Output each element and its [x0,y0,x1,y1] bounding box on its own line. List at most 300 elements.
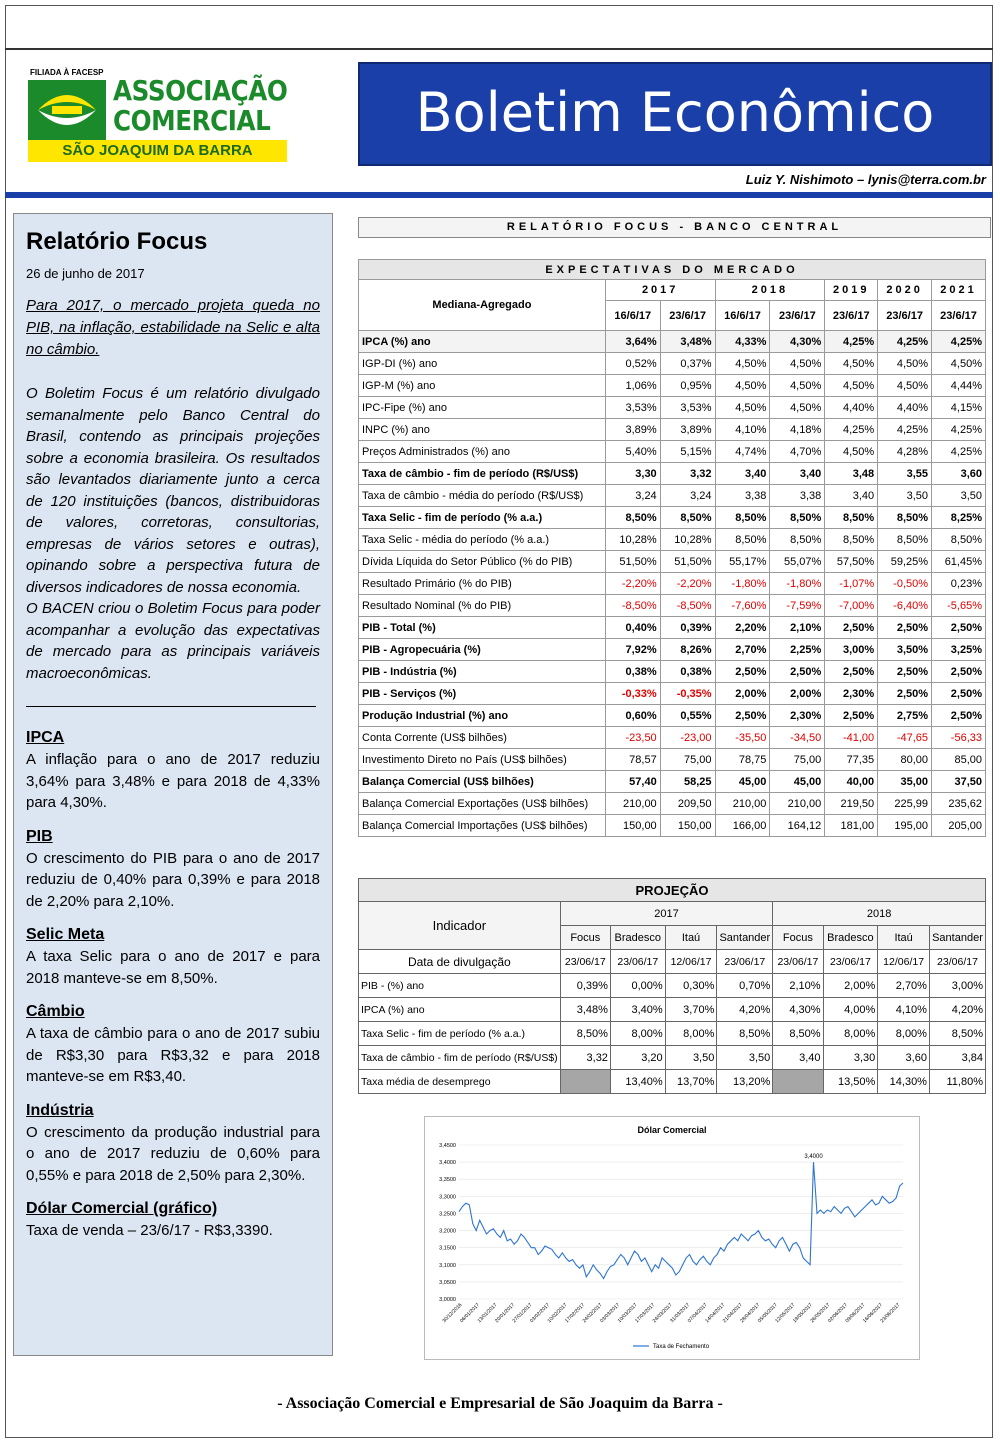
section-title: IPCA [26,729,65,746]
table-row [359,998,986,1022]
cell-value: 235,62 [932,793,986,815]
table-row [359,551,986,573]
cell-value: -1,07% [825,573,878,595]
cell-value: -7,59% [770,595,825,617]
cell-value: 2,25% [770,639,825,661]
cell-value: 2,50% [715,705,770,727]
cell-value: 4,28% [878,441,932,463]
cell-value [773,1070,823,1094]
cell-value: 4,25% [825,331,878,353]
cell-value: 3,55 [878,463,932,485]
cell-value: 4,33% [715,331,770,353]
row-label: Resultado Nominal (% do PIB) [359,595,606,617]
y-tick-label: 3,3500 [439,1177,456,1184]
row-label: INPC (%) ano [359,419,606,441]
cell-value: 4,50% [770,397,825,419]
cell-value: 8,50% [878,507,932,529]
x-tick-label: 31/03/2017 [669,1302,692,1325]
cell-value: 195,00 [878,815,932,837]
cell-value: 4,25% [932,419,986,441]
table-row [359,419,986,441]
cell-value: 3,24 [605,485,660,507]
section-text: O crescimento da produção industrial para o ano de 2017 reduziu de 0,60% para 0,55% e para 2018 de 2,50% para 2,30%. [26,1123,320,1184]
x-tick-label: 20/01/2017 [494,1302,516,1325]
y-tick-label: 3,4500 [439,1143,456,1149]
table-row [359,1046,986,1070]
cell-value: 3,00% [825,639,878,661]
cell-value: 4,25% [878,419,932,441]
table-row [359,974,986,998]
row-label: Balança Comercial (US$ bilhões) [359,771,606,793]
cell-value: -41,00 [825,727,878,749]
cell-value: 3,50% [878,639,932,661]
row-label: IGP-DI (%) ano [359,353,606,375]
cell-value: 4,50% [715,353,770,375]
y-tick-label: 3,2000 [439,1228,456,1235]
cell-value: 8,50% [560,1022,610,1046]
table-row [359,639,986,661]
table-row [359,353,986,375]
cell-value: 3,40 [773,1046,823,1070]
cell-value: -34,50 [770,727,825,749]
cell-value: 4,50% [825,441,878,463]
cell-value: 3,40% [610,998,665,1022]
cell-value: 150,00 [660,815,715,837]
cell-value: 3,32 [560,1046,610,1070]
cell-value: 8,50% [770,529,825,551]
lead-paragraph: Para 2017, o mercado projeta queda no PIB, na inflação, estabilidade na Selic e alta no câmbio. [26,297,320,358]
section-industria [26,1102,320,1187]
table-row [359,375,986,397]
cell-value: 3,48% [660,331,715,353]
cell-value: 4,74% [715,441,770,463]
cell-value: 2,50% [715,661,770,683]
cell-value: 0,23% [932,573,986,595]
table-row [359,1022,986,1046]
cell-value: 8,50% [932,529,986,551]
source-header: Santander [929,926,985,950]
cell-value: 58,25 [660,771,715,793]
cell-value: 8,00% [823,1022,878,1046]
cell-value: 13,70% [665,1070,717,1094]
cell-value: 3,48 [825,463,878,485]
cell-value: 166,00 [715,815,770,837]
row-label: IGP-M (%) ano [359,375,606,397]
row-label: PIB - (%) ano [359,974,561,998]
year-header: 2021 [932,280,986,301]
cell-value: 3,89% [605,419,660,441]
chart-title: Dólar Comercial [637,1125,707,1135]
release-date: 12/06/17 [665,950,717,974]
cell-value: 5,15% [660,441,715,463]
cell-value: 8,50% [773,1022,823,1046]
cell-value: 3,40 [770,463,825,485]
date-header: 23/6/17 [878,301,932,331]
cell-value: 45,00 [770,771,825,793]
cell-value: 8,25% [932,507,986,529]
table-row [359,441,986,463]
cell-value: 3,53% [605,397,660,419]
cell-value: 78,57 [605,749,660,771]
cell-value: 11,80% [929,1070,985,1094]
year-header: 2020 [878,280,932,301]
cell-value: 4,10% [715,419,770,441]
cell-value: 3,70% [665,998,717,1022]
year-header: 2017 [560,902,773,926]
series-line [459,1162,903,1278]
cell-value: 8,50% [605,507,660,529]
cell-value: 3,50 [665,1046,717,1070]
page-title: Boletim Econômico [358,62,992,166]
x-tick-label: 09/06/2017 [844,1302,867,1325]
row-label: PIB - Indústria (%) [359,661,606,683]
cell-value: 3,38 [770,485,825,507]
cell-value: 4,00% [823,998,878,1022]
x-tick-label: 10/03/2017 [616,1302,639,1325]
cell-value: 8,50% [878,529,932,551]
cell-value: 3,40 [715,463,770,485]
cell-value: 4,50% [770,353,825,375]
cell-value: -8,50% [660,595,715,617]
cell-value: 0,37% [660,353,715,375]
y-tick-label: 3,0500 [439,1279,456,1286]
row-label: Preços Administrados (%) ano [359,441,606,463]
cell-value: 0,60% [605,705,660,727]
cell-value: -1,80% [715,573,770,595]
table-row [359,485,986,507]
row-label: Balança Comercial Importações (US$ bilhões) [359,815,606,837]
cell-value: 3,50 [878,485,932,507]
cell-value: 4,50% [878,353,932,375]
cell-value: 4,50% [715,397,770,419]
cell-value: 4,25% [825,419,878,441]
cell-value: 2,50% [932,683,986,705]
section-cambio [26,1003,320,1088]
y-tick-label: 3,4000 [439,1160,456,1167]
report-date: 26 de junho de 2017 [26,266,145,281]
cell-value: 2,00% [770,683,825,705]
cell-value: 3,64% [605,331,660,353]
cell-value: 2,50% [878,683,932,705]
cell-value: 2,10% [770,617,825,639]
section-dolar [26,1200,320,1242]
y-tick-label: 3,2500 [439,1211,456,1218]
cell-value: -1,80% [770,573,825,595]
cell-value: 209,50 [660,793,715,815]
table-row [359,463,986,485]
source-header: Focus [773,926,823,950]
cell-value: 3,00% [929,974,985,998]
cell-value: 8,50% [929,1022,985,1046]
section-text: A taxa de câmbio para o ano de 2017 subiu de R$3,30 para R$3,32 e para 2018 manteve-se em R$3,40. [26,1025,320,1085]
cell-value: 3,48% [560,998,610,1022]
projection-table [358,878,986,1094]
cell-value: 3,89% [660,419,715,441]
table-row [359,1070,986,1094]
cell-value: 8,00% [878,1022,930,1046]
cell-value: 4,50% [825,375,878,397]
cell-value: 2,50% [825,705,878,727]
table-row [359,331,986,353]
cell-value: 0,95% [660,375,715,397]
cell-value: 2,70% [715,639,770,661]
cell-value: 0,30% [665,974,717,998]
cell-value: 4,50% [878,375,932,397]
row-label: Taxa Selic - fim de período (% a.a.) [359,507,606,529]
cell-value: 164,12 [770,815,825,837]
source-header: Itaú [665,926,717,950]
cell-value: 8,50% [715,529,770,551]
cell-value [560,1070,610,1094]
dollar-chart [424,1116,920,1360]
cell-value: 0,38% [605,661,660,683]
cell-value: 0,39% [660,617,715,639]
focus-section-header: RELATÓRIO FOCUS - BANCO CENTRAL [358,217,991,238]
cell-value: 2,50% [932,705,986,727]
x-tick-label: 05/05/2017 [756,1302,779,1325]
table-row [359,397,986,419]
row-label: Investimento Direto no País (US$ bilhões) [359,749,606,771]
cell-value: 4,25% [932,331,986,353]
row-label: IPC-Fipe (%) ano [359,397,606,419]
row-label: Conta Corrente (US$ bilhões) [359,727,606,749]
cell-value: -8,50% [605,595,660,617]
cell-value: 4,25% [878,331,932,353]
cell-value: 210,00 [715,793,770,815]
indicator-header: Indicador [359,902,561,950]
table-row [359,507,986,529]
section-selic [26,926,320,989]
date-label: Data de divulgação [359,950,561,974]
x-tick-label: 14/04/2017 [704,1302,727,1325]
date-header: 16/6/17 [715,301,770,331]
expectations-table [358,259,986,837]
date-header: 23/6/17 [825,301,878,331]
cell-value: -7,00% [825,595,878,617]
row-label: Taxa Selic - fim de período (% a.a.) [359,1022,561,1046]
logo [25,68,290,166]
source-header: Santander [717,926,773,950]
cell-value: -2,20% [605,573,660,595]
sidebar-summary [13,213,333,1356]
release-date: 23/06/17 [610,950,665,974]
section-title: Câmbio [26,1003,85,1020]
table-row [359,771,986,793]
cell-value: 3,30 [605,463,660,485]
row-label: Balança Comercial Exportações (US$ bilhões) [359,793,606,815]
section-text: A taxa Selic para o ano de 2017 e para 2018 manteve-se em 8,50%. [26,948,320,987]
year-header: 2017 [605,280,715,301]
cell-value: 4,18% [770,419,825,441]
cell-value: 4,40% [878,397,932,419]
x-tick-label: 27/01/2017 [511,1302,534,1325]
cell-value: 2,10% [773,974,823,998]
release-date: 23/06/17 [929,950,985,974]
table-row [359,529,986,551]
table-row [359,683,986,705]
row-label: IPCA (%) ano [359,331,606,353]
cell-value: 37,50 [932,771,986,793]
source-header: Bradesco [823,926,878,950]
intro-paragraph-2: O BACEN criou o Boletim Focus para poder acompanhar a evolução das expectativas de mercado para as principais variáveis macroeconômicas. [26,600,320,682]
x-tick-label: 12/05/2017 [774,1302,797,1325]
cell-value: 3,25% [932,639,986,661]
row-header-label: Mediana-Agregado [359,280,606,331]
cell-value: 51,50% [605,551,660,573]
cell-value: 2,75% [878,705,932,727]
cell-value: 3,20 [610,1046,665,1070]
cell-value: 0,70% [717,974,773,998]
x-tick-label: 23/06/2017 [879,1302,902,1325]
source-header: Itaú [878,926,930,950]
cell-value: 75,00 [770,749,825,771]
cell-value: 8,00% [665,1022,717,1046]
x-tick-label: 17/03/2017 [634,1302,657,1325]
cell-value: 2,50% [878,617,932,639]
y-tick-label: 3,1500 [439,1245,456,1252]
cell-value: 8,26% [660,639,715,661]
cell-value: 3,50 [932,485,986,507]
cell-value: -2,20% [660,573,715,595]
cell-value: 8,50% [825,529,878,551]
logo-word-comercial: COMERCIAL [113,104,271,137]
x-tick-label: 13/01/2017 [476,1302,499,1325]
cell-value: 205,00 [932,815,986,837]
cell-value: 2,50% [932,617,986,639]
cell-value: 4,40% [825,397,878,419]
cell-value: 75,00 [660,749,715,771]
cell-value: 181,00 [825,815,878,837]
cell-value: 219,50 [825,793,878,815]
legend-label: Taxa de Fechamento [653,1344,710,1350]
cell-value: 77,35 [825,749,878,771]
cell-value: 2,50% [770,661,825,683]
cell-value: 4,50% [770,375,825,397]
table-row [359,705,986,727]
release-date: 23/06/17 [717,950,773,974]
cell-value: 4,50% [715,375,770,397]
cell-value: 3,38 [715,485,770,507]
row-label: PIB - Total (%) [359,617,606,639]
cell-value: -0,50% [878,573,932,595]
cell-value: 57,50% [825,551,878,573]
row-label: Produção Industrial (%) ano [359,705,606,727]
row-label: Resultado Primário (% do PIB) [359,573,606,595]
cell-value: -5,65% [932,595,986,617]
cell-value: 0,40% [605,617,660,639]
cell-value: -6,40% [878,595,932,617]
release-date: 23/06/17 [560,950,610,974]
section-pib [26,828,320,913]
cell-value: 0,38% [660,661,715,683]
section-ipca [26,729,320,814]
cell-value: 59,25% [878,551,932,573]
peak-annotation: 3,4000 [804,1154,823,1161]
section-title: Indústria [26,1101,94,1119]
cell-value: 8,50% [770,507,825,529]
cell-value: 3,60 [932,463,986,485]
row-label: IPCA (%) ano [359,998,561,1022]
row-label: PIB - Agropecuária (%) [359,639,606,661]
x-tick-label: 16/06/2017 [861,1302,884,1325]
cell-value: 8,50% [660,507,715,529]
x-tick-label: 21/04/2017 [721,1302,744,1325]
x-tick-label: 26/05/2017 [809,1302,832,1325]
date-header: 23/6/17 [660,301,715,331]
table-row [359,727,986,749]
year-header: 2018 [715,280,825,301]
cell-value: 1,06% [605,375,660,397]
row-label: Taxa de câmbio - fim de período (R$/US$) [359,1046,561,1070]
cell-value: 0,55% [660,705,715,727]
cell-value: 2,50% [825,617,878,639]
cell-value: 3,50 [717,1046,773,1070]
cell-value: -23,00 [660,727,715,749]
x-tick-label: 07/04/2017 [686,1302,709,1325]
cell-value: 13,50% [823,1070,878,1094]
row-label: Taxa de câmbio - fim de período (R$/US$) [359,463,606,485]
cell-value: 13,20% [717,1070,773,1094]
cell-value: 55,17% [715,551,770,573]
cell-value: 210,00 [605,793,660,815]
cell-value: 3,53% [660,397,715,419]
section-title: Selic Meta [26,926,105,943]
logo-word-associacao: ASSOCIAÇÃO [113,74,288,107]
cell-value: 10,28% [605,529,660,551]
cell-value: 3,30 [823,1046,878,1070]
x-tick-label: 02/06/2017 [826,1302,849,1325]
table-row [359,749,986,771]
x-tick-label: 19/05/2017 [791,1302,814,1325]
cell-value: 10,28% [660,529,715,551]
expectations-title: EXPECTATIVAS DO MERCADO [359,260,986,280]
cell-value: 4,20% [929,998,985,1022]
release-date: 23/06/17 [773,950,823,974]
cell-value: 8,50% [717,1022,773,1046]
cell-value: 7,92% [605,639,660,661]
cell-value: 4,44% [932,375,986,397]
cell-value: 2,30% [770,705,825,727]
row-label: Taxa média de desemprego [359,1070,561,1094]
table-row [359,573,986,595]
x-tick-label: 06/01/2017 [458,1302,481,1325]
cell-value: -0,35% [660,683,715,705]
cell-value: 2,00% [823,974,878,998]
x-tick-label: 03/02/2017 [529,1302,552,1325]
cell-value: 4,50% [932,353,986,375]
cell-value: 8,50% [825,507,878,529]
logo-mark-icon [28,80,106,140]
year-header: 2019 [825,280,878,301]
x-tick-label: 17/02/2017 [564,1302,587,1325]
cell-value: 51,50% [660,551,715,573]
row-label: PIB - Serviços (%) [359,683,606,705]
cell-value: 78,75 [715,749,770,771]
y-tick-label: 3,1000 [439,1262,456,1269]
cell-value: 8,00% [610,1022,665,1046]
cell-value: 2,50% [878,661,932,683]
row-label: Taxa Selic - média do período (% a.a.) [359,529,606,551]
cell-value: 55,07% [770,551,825,573]
cell-value: 4,20% [717,998,773,1022]
section-text: A inflação para o ano de 2017 reduziu 3,64% para 3,48% e para 2018 de 4,33% para 4,30%. [26,751,320,811]
cell-value: 40,00 [825,771,878,793]
cell-value: 2,50% [932,661,986,683]
date-header: 23/6/17 [932,301,986,331]
section-text: O crescimento do PIB para o ano de 2017 reduziu de 0,40% para 0,39% e para 2018 de 2,20% para 2,10%. [26,849,320,910]
projection-title: PROJEÇÃO [359,879,986,902]
footer: - Associação Comercial e Empresarial de São Joaquim da Barra - [277,1395,723,1412]
